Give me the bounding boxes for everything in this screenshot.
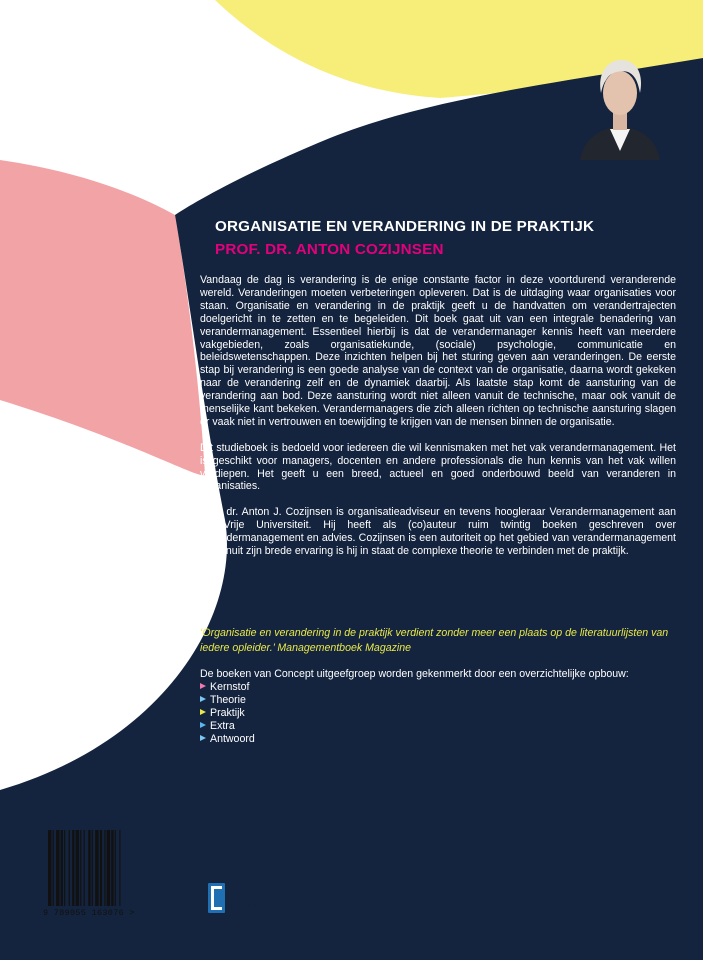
- series-item-label: Kernstof: [210, 680, 250, 693]
- barcode-bar: [100, 830, 102, 906]
- barcode-bar: [76, 830, 79, 906]
- author-bio: Prof. dr. Anton J. Cozijnsen is organisatieadviseur en tevens hoogleraar Verandermanagement aan de Vrije Universiteit. Hij heeft als (co)auteur ruim twintig boeken geschreven over verandermanagement en advies. Cozijnsen is een autoriteit op het gebied van verandermanagement en vanuit zijn brede ervaring is hij in staat de complexe theorie te verbinden met de praktijk.: [200, 506, 676, 557]
- book-title: ORGANISATIE EN VERANDERING IN DE PRAKTIJK: [215, 218, 595, 235]
- author-photo: [580, 55, 660, 160]
- barcode-bar: [115, 830, 116, 906]
- series-item: [200, 694, 676, 707]
- barcode-bar: [84, 830, 85, 906]
- triangle-bullet-icon: [200, 722, 206, 728]
- series-intro: De boeken van Concept uitgeefgroep worden gekenmerkt door een overzichtelijke opbouw:: [200, 668, 629, 680]
- series-item-label: Theorie: [210, 693, 246, 706]
- publisher-name: Concept: [227, 883, 284, 900]
- author-neck: [613, 113, 627, 130]
- barcode-bar: [104, 830, 105, 906]
- series-item-label: Praktijk: [210, 706, 245, 719]
- barcode-bar: [107, 830, 110, 906]
- series-item: [200, 720, 676, 733]
- series-item: [200, 681, 676, 694]
- barcode-bar: [64, 830, 65, 906]
- barcode-bar: [53, 830, 54, 906]
- series-structure: [200, 668, 676, 745]
- barcode-bar: [95, 830, 98, 906]
- author-face: [603, 71, 637, 115]
- barcode-bar: [61, 830, 63, 906]
- barcode-bar: [88, 830, 90, 906]
- triangle-bullet-icon: [200, 683, 206, 689]
- series-item: [200, 733, 676, 746]
- triangle-bullet-icon: [200, 696, 206, 702]
- barcode-bar: [72, 830, 74, 906]
- isbn-digits: 9 789055 163076 >: [43, 908, 135, 918]
- blurb-paragraph-1: Vandaag de dag is verandering is de enige constante factor in deze voortdurend veranderende wereld. Veranderingen moeten verbeteringen opleveren. Dat is de uitdaging waar organisaties voor staan. Organisatie en verandering in de praktijk geeft u de handvatten om verandertrajecten doelgericht in te zetten en te begeleiden. Dit boek gaat uit van een integrale benadering van verandermanagement. Essentieel hierbij is dat de verandermanager kennis heeft van meerdere vakgebieden, zoals organisatiekunde, (sociale) psychologie, communicatie en beleidswetenschappen. Deze inzichten helpen bij het sturing geven aan veranderingen. De eerste stap bij verandering is een goede analyse van de context van de organisatie, daarna wordt gekeken naar de verandering zelf en de dynamiek daarbij. Als laatste stap komt de aansturing van de verandering aan bod. Deze aansturing wordt niet alleen vanuit de technische, maar ook vanuit de menselijke kant bekeken. Verandermanagers die zich alleen richten op technische aansturing slagen er vaak niet in vertrouwen en toewijding te krijgen van de mensen binnen de organisatie.: [200, 274, 676, 428]
- barcode-bar: [48, 830, 51, 906]
- barcode-icon: [48, 830, 148, 910]
- triangle-bullet-icon: [200, 709, 206, 715]
- publisher-subtitle: uitgeefgroep: [227, 903, 266, 910]
- blurb-paragraph-2: Dit studieboek is bedoeld voor iedereen die wil kennismaken met het vak verandermanagement. Het is geschikt voor managers, docenten en andere professionals die hun kennis van het vak willen verdiepen. Het geeft u een breed, actueel en goed onderbouwd beeld van veranderen in organisaties.: [200, 441, 676, 493]
- triangle-bullet-icon: [200, 735, 206, 741]
- barcode-bar: [56, 830, 59, 906]
- series-item-label: Extra: [210, 719, 235, 732]
- series-list: [200, 681, 676, 746]
- barcode-bar: [80, 830, 81, 906]
- blurb: [200, 274, 676, 571]
- barcode-bar: [69, 830, 70, 906]
- barcode-bar: [92, 830, 93, 906]
- barcode-bar: [119, 830, 120, 906]
- review-quote: ‘Organisatie en verandering in de praktijk verdient zonder meer een plaats op de literatuurlijsten van iedere opleider.’ Managementboek Magazine: [200, 627, 669, 654]
- barcode-bar: [111, 830, 113, 906]
- series-item: [200, 707, 676, 720]
- author-name: PROF. DR. ANTON COZIJNSEN: [215, 241, 444, 258]
- series-item-label: Antwoord: [210, 732, 255, 745]
